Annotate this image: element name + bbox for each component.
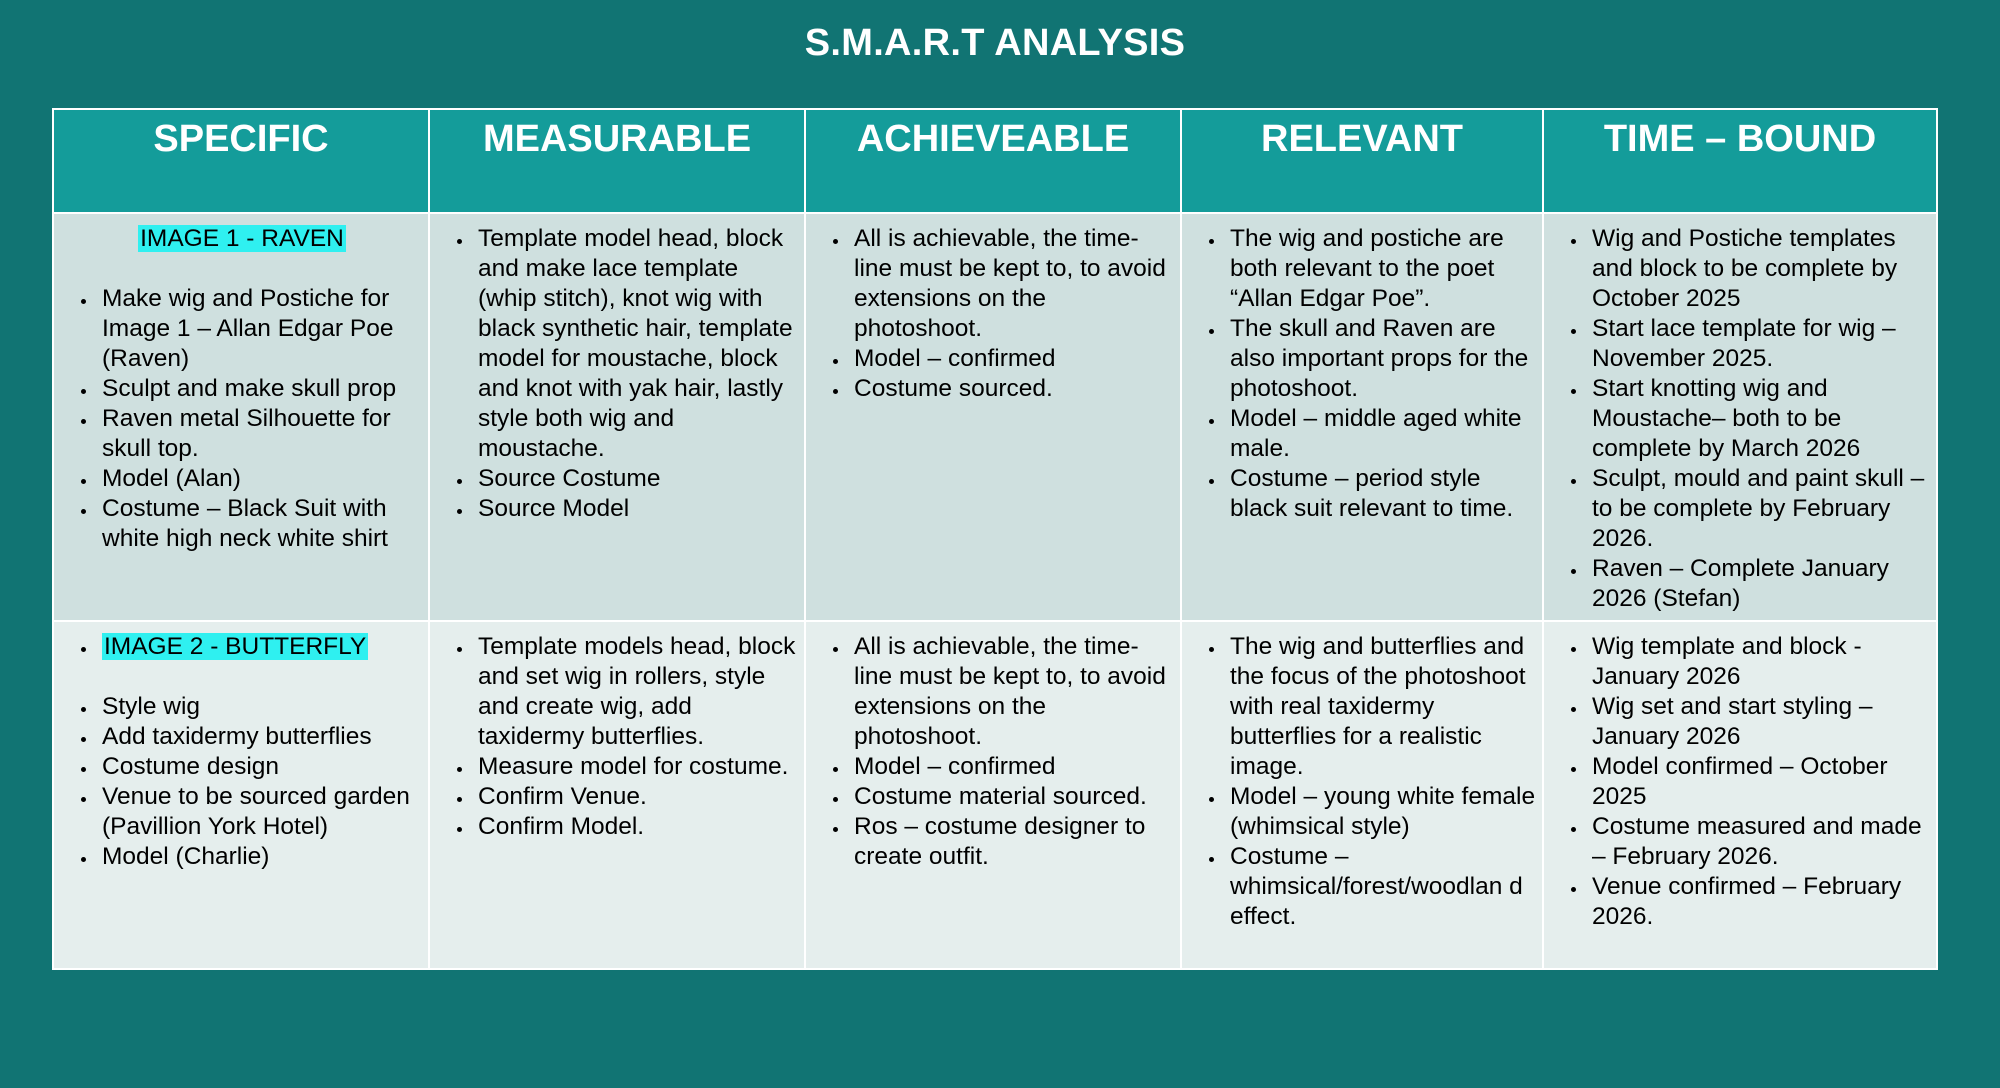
measurable-list [438,632,798,842]
list-item: • Add taxidermy butterflies [98,722,422,752]
list-item: • Model – confirmed [850,344,1174,374]
column-header-time-bound: TIME – BOUND [1543,109,1937,213]
specific-list [62,284,422,554]
relevant-list [1190,632,1536,932]
list-item: • Model – young white female (whimsical style) [1226,782,1536,842]
row-heading-label: IMAGE 1 - RAVEN [140,225,344,252]
time-bound-list [1552,224,1930,614]
list-item: • All is achievable, the time-line must be kept to, to avoid extensions on the photoshoot. [850,632,1174,752]
achievable-list [814,632,1174,872]
list-item: • Model – middle aged white male. [1226,404,1536,464]
list-item: • The wig and postiche are both relevant to the poet “Allan Edgar Poe”. [1226,224,1536,314]
list-item: • All is achievable, the time-line must be kept to, to avoid extensions on the photoshoot. [850,224,1174,344]
cell-relevant [1181,213,1543,621]
column-header-measurable: MEASURABLE [429,109,805,213]
table-row [53,621,1937,969]
list-item: • Wig template and block - January 2026 [1588,632,1930,692]
cell-specific [53,213,429,621]
cell-achievable [805,621,1181,969]
list-item: • Style wig [98,692,422,722]
list-item: • Measure model for costume. [474,752,798,782]
list-item: • Confirm Venue. [474,782,798,812]
row-heading [62,224,422,254]
list-item: • Costume design [98,752,422,782]
row-heading-label: IMAGE 2 - BUTTERFLY [104,633,367,660]
list-item: • Ros – costume designer to create outfit. [850,812,1174,872]
list-item: • Sculpt, mould and paint skull – to be complete by February 2026. [1588,464,1930,554]
list-item: • The wig and butterflies and the focus of the photoshoot with real taxidermy butterflies for a realistic image. [1226,632,1536,782]
list-item: • Costume – period style black suit relevant to time. [1226,464,1536,524]
table-header-row [53,109,1937,213]
list-item: • Venue confirmed – February 2026. [1588,872,1930,932]
smart-table [52,108,1938,970]
achievable-list [814,224,1174,404]
list-item: • Make wig and Postiche for Image 1 – Allan Edgar Poe (Raven) [98,284,422,374]
list-item: • Source Costume [474,464,798,494]
list-item: • Model (Alan) [98,464,422,494]
list-item: • Costume measured and made – February 2026. [1588,812,1930,872]
list-item: • Costume – whimsical/forest/woodlan d effect. [1226,842,1536,932]
list-item: • Costume material sourced. [850,782,1174,812]
page-title: S.M.A.R.T ANALYSIS [804,22,1186,64]
list-item: • Confirm Model. [474,812,798,842]
list-item: • Template models head, block and set wig in rollers, style and create wig, add taxidermy butterflies. [474,632,798,752]
cell-specific [53,621,429,969]
time-bound-list [1552,632,1930,932]
list-item: • Wig and Postiche templates and block to be complete by October 2025 [1588,224,1930,314]
list-item: • Sculpt and make skull prop [98,374,422,404]
list-item: • Template model head, block and make lace template (whip stitch), knot wig with black synthetic hair, template model for moustache, block and knot with yak hair, lastly style both wig and moustache. [474,224,798,464]
cell-measurable [429,621,805,969]
list-item: • Wig set and start styling – January 2026 [1588,692,1930,752]
list-item: • Start knotting wig and Moustache– both to be complete by March 2026 [1588,374,1930,464]
row-heading [62,632,422,662]
list-item: • Model (Charlie) [98,842,422,872]
list-item: • Venue to be sourced garden (Pavillion York Hotel) [98,782,422,842]
list-item [98,632,422,662]
list-item: • Raven metal Silhouette for skull top. [98,404,422,464]
cell-time-bound [1543,213,1937,621]
list-item: • The skull and Raven are also important props for the photoshoot. [1226,314,1536,404]
list-item: • Costume sourced. [850,374,1174,404]
cell-time-bound [1543,621,1937,969]
measurable-list [438,224,798,524]
list-item: • Costume – Black Suit with white high neck white shirt [98,494,422,554]
column-header-relevant: RELEVANT [1181,109,1543,213]
column-header-specific: SPECIFIC [53,109,429,213]
list-item: • Start lace template for wig – November 2025. [1588,314,1930,374]
cell-measurable [429,213,805,621]
specific-list [62,692,422,872]
list-item: • Model confirmed – October 2025 [1588,752,1930,812]
cell-relevant [1181,621,1543,969]
column-header-achievable: ACHIEVEABLE [805,109,1181,213]
list-item: • Raven – Complete January 2026 (Stefan) [1588,554,1930,614]
cell-achievable [805,213,1181,621]
list-item: • Model – confirmed [850,752,1174,782]
table-row [53,213,1937,621]
relevant-list [1190,224,1536,524]
list-item: • Source Model [474,494,798,524]
